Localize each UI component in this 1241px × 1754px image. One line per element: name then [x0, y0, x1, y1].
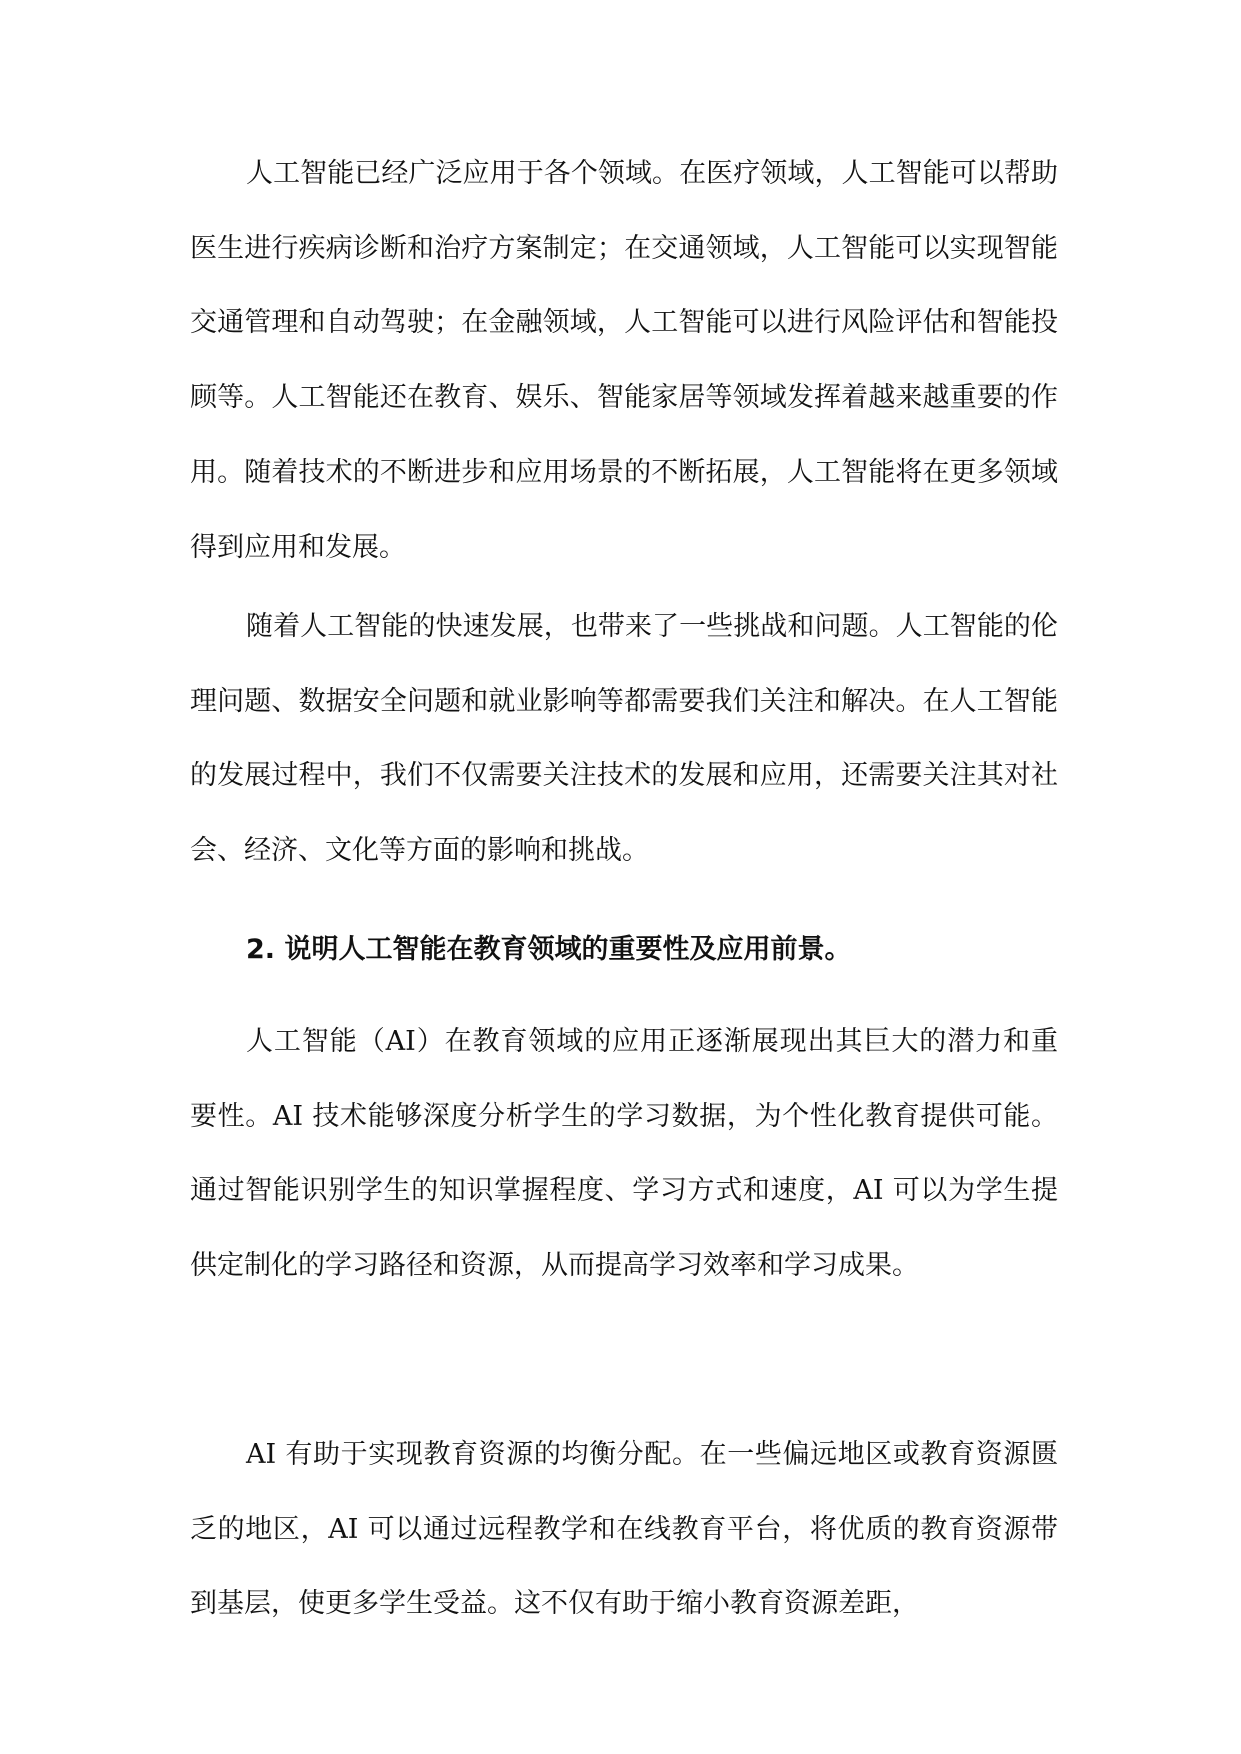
paragraph-text: 人工智能已经广泛应用于各个领域。在医疗领域，人工智能可以帮助医生进行疾病诊断和治疗方案制定；在交通领域，人工智能可以实现智能交通管理和自动驾驶；在金融领域，人工智能可以进行风险评估和智能投顾等。人工智能还在教育、娱乐、智能家居等领域发挥着越来越重要的作用。随着技术的不断进步和应用场景的不断拓展，人工智能将在更多领域得到应用和发展。 [190, 158, 1058, 563]
paragraph-text: AI 有助于实现教育资源的均衡分配。在一些偏远地区或教育资源匮乏的地区，AI 可以通过远程教学和在线教育平台，将优质的教育资源带到基层，使更多学生受益。这不仅有助于缩小教育资源差距， [190, 1439, 1058, 1620]
paragraph-text: 随着人工智能的快速发展，也带来了一些挑战和问题。人工智能的伦理问题、数据安全问题和就业影响等都需要我们关注和解决。在人工智能的发展过程中，我们不仅需要关注技术的发展和应用，还需要关注其对社会、经济、文化等方面的影响和挑战。 [190, 611, 1058, 867]
body-paragraph-4 [190, 1418, 1058, 1642]
paragraph-text: 人工智能（AI）在教育领域的应用正逐渐展现出其巨大的潜力和重要性。AI 技术能够深度分析学生的学习数据，为个性化教育提供可能。通过智能识别学生的知识掌握程度、学习方式和速度，AI 可以为学生提供定制化的学习路径和资源，从而提高学习效率和学习成果。 [190, 1026, 1058, 1282]
body-paragraph-2 [190, 590, 1058, 889]
body-paragraph-1 [190, 137, 1058, 585]
section-heading: 2. 说明人工智能在教育领域的重要性及应用前景。 [246, 934, 852, 965]
body-paragraph-3 [190, 1005, 1058, 1304]
